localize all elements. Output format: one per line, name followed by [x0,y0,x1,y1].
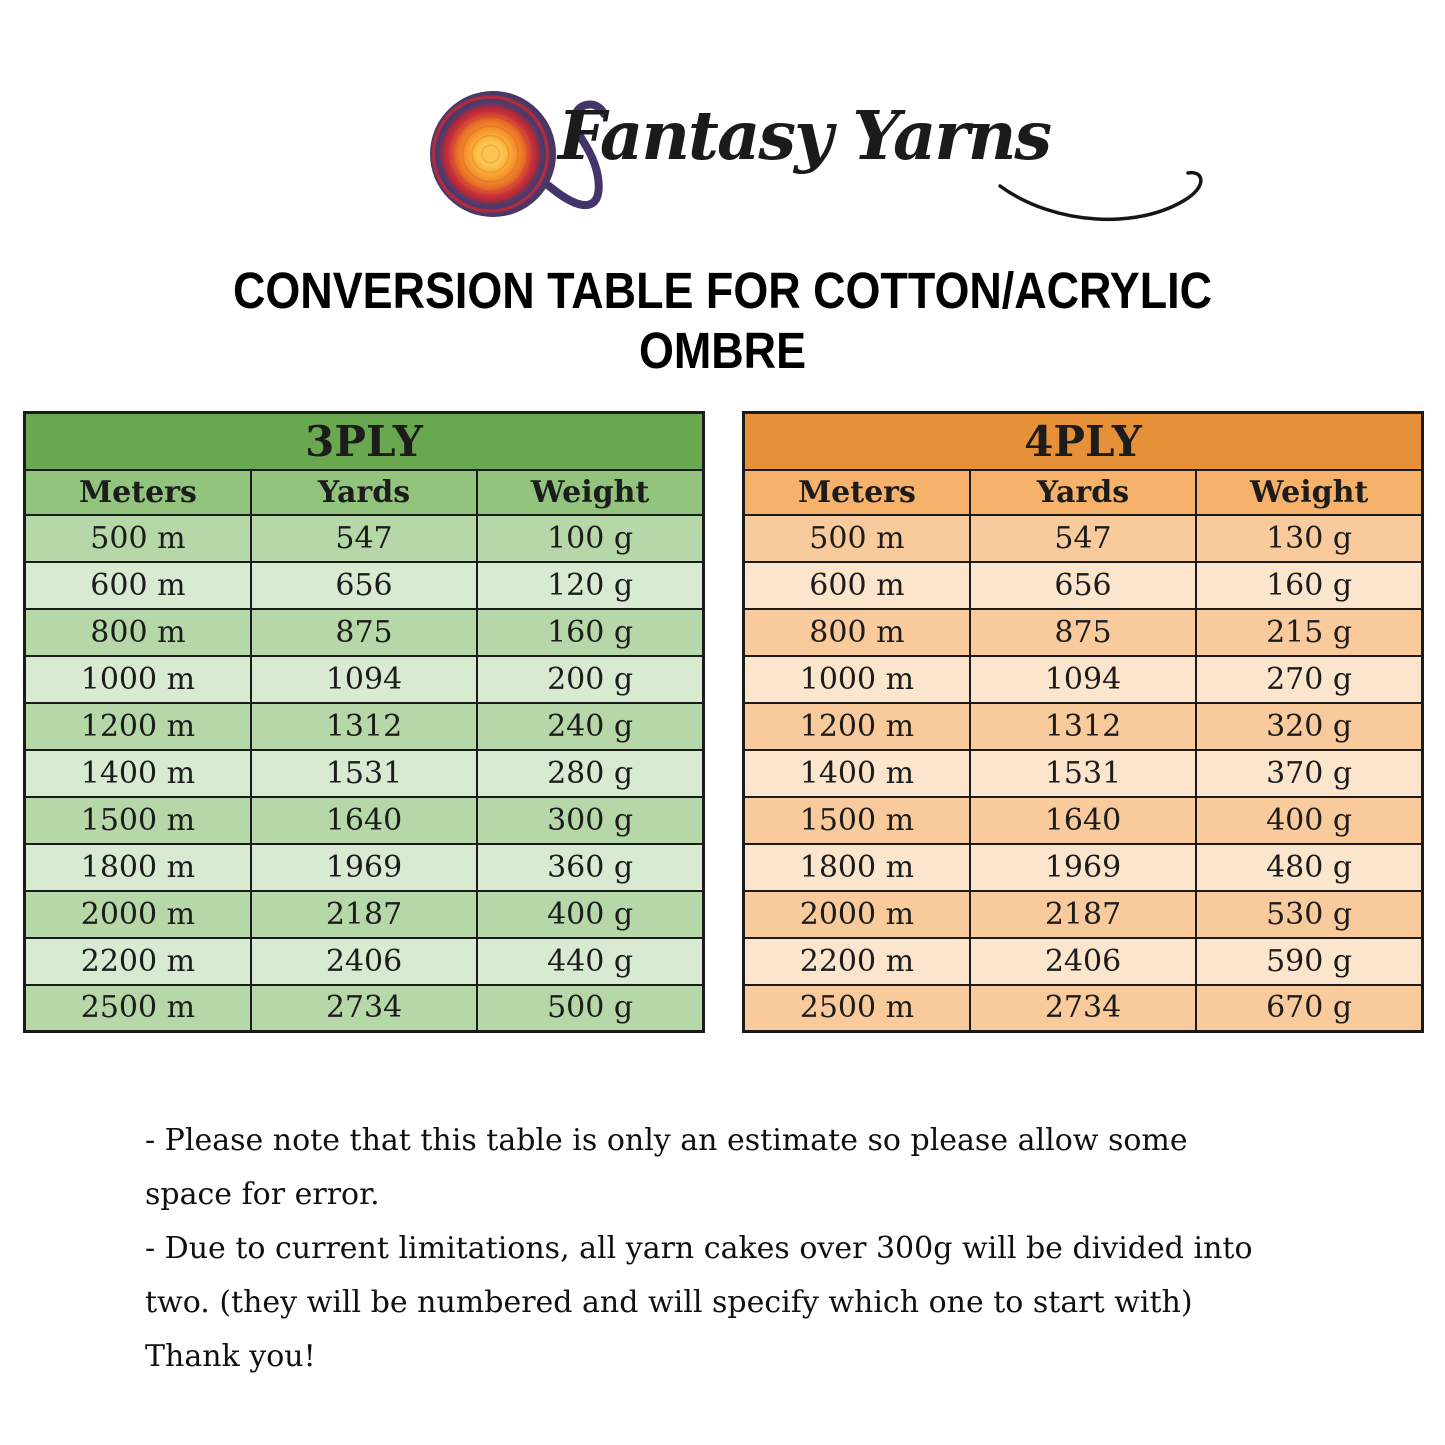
table-cell: 656 [251,562,477,609]
table-cell: 1500 m [25,797,251,844]
column-header: Yards [970,470,1196,515]
table-row [25,891,704,938]
table-cell: 1000 m [25,656,251,703]
note-line: - Please note that this table is only an estimate so please allow some [145,1123,1188,1158]
table-cell: 875 [970,609,1196,656]
table-title-3ply: 3PLY [25,413,704,470]
table-cell: 800 m [744,609,970,656]
table-cell: 1312 [970,703,1196,750]
table-cell: 1969 [251,844,477,891]
table-row [744,609,1423,656]
column-header: Weight [1196,470,1422,515]
column-header: Weight [477,470,703,515]
table-row [25,938,704,985]
table-cell: 547 [970,515,1196,562]
table-cell: 370 g [1196,750,1422,797]
table-row [25,609,704,656]
table-cell: 400 g [477,891,703,938]
table-cell: 600 m [25,562,251,609]
table-cell: 200 g [477,656,703,703]
column-header: Meters [25,470,251,515]
table-cell: 100 g [477,515,703,562]
table-cell: 2500 m [744,985,970,1032]
table-cell: 1500 m [744,797,970,844]
table-cell: 215 g [1196,609,1422,656]
table-cell: 1800 m [25,844,251,891]
table-cell: 800 m [25,609,251,656]
note-line: Thank you! [145,1339,316,1374]
table-row [25,703,704,750]
table-cell: 280 g [477,750,703,797]
table-cell: 1969 [970,844,1196,891]
conversion-table-4ply [742,411,1424,1033]
table-cell: 1800 m [744,844,970,891]
table-row [25,562,704,609]
table-row [744,562,1423,609]
column-header: Yards [251,470,477,515]
note-line: two. (they will be numbered and will specify which one to start with) [145,1285,1193,1320]
table-cell: 400 g [1196,797,1422,844]
table-cell: 1094 [251,656,477,703]
table-cell: 2000 m [744,891,970,938]
table-row [25,656,704,703]
table-cell: 2406 [251,938,477,985]
table-row [25,750,704,797]
table-cell: 1094 [970,656,1196,703]
table-row [744,750,1423,797]
table-host-3ply [23,411,705,1033]
table-cell: 160 g [477,609,703,656]
table-cell: 1640 [970,797,1196,844]
table-row [744,844,1423,891]
table-cell: 1312 [251,703,477,750]
table-row [744,938,1423,985]
column-header: Meters [744,470,970,515]
table-cell: 1200 m [744,703,970,750]
table-cell: 2734 [251,985,477,1032]
table-cell: 360 g [477,844,703,891]
table-row [25,985,704,1032]
table-cell: 2187 [251,891,477,938]
brand-name: Fantasy Yarns [558,96,1051,175]
table-cell: 2200 m [744,938,970,985]
table-row [25,844,704,891]
table-title-4ply: 4PLY [744,413,1423,470]
table-cell: 130 g [1196,515,1422,562]
table-cell: 320 g [1196,703,1422,750]
table-row [25,515,704,562]
table-cell: 547 [251,515,477,562]
table-cell: 300 g [477,797,703,844]
table-cell: 875 [251,609,477,656]
table-cell: 160 g [1196,562,1422,609]
brand-logo [0,0,1445,250]
note-line: - Due to current limitations, all yarn cakes over 300g will be divided into [145,1231,1253,1266]
conversion-table-3ply [23,411,705,1033]
table-cell: 530 g [1196,891,1422,938]
table-cell: 670 g [1196,985,1422,1032]
table-row [744,656,1423,703]
table-cell: 1400 m [744,750,970,797]
table-row [744,515,1423,562]
table-host-4ply [742,411,1424,1033]
page-title [87,261,1359,381]
table-row [744,703,1423,750]
table-cell: 1531 [970,750,1196,797]
table-cell: 2187 [970,891,1196,938]
table-cell: 2500 m [25,985,251,1032]
table-cell: 1640 [251,797,477,844]
conversion-tables-section [23,411,1424,1033]
table-row [744,985,1423,1032]
table-cell: 440 g [477,938,703,985]
table-cell: 240 g [477,703,703,750]
table-cell: 2200 m [25,938,251,985]
table-cell: 1531 [251,750,477,797]
table-cell: 2734 [970,985,1196,1032]
table-cell: 600 m [744,562,970,609]
table-cell: 270 g [1196,656,1422,703]
table-cell: 656 [970,562,1196,609]
table-cell: 500 m [25,515,251,562]
notes [145,1114,1365,1384]
table-row [25,797,704,844]
table-cell: 590 g [1196,938,1422,985]
table-cell: 1200 m [25,703,251,750]
table-cell: 500 g [477,985,703,1032]
table-cell: 480 g [1196,844,1422,891]
table-cell: 2000 m [25,891,251,938]
table-row [744,797,1423,844]
table-cell: 1400 m [25,750,251,797]
table-cell: 500 m [744,515,970,562]
table-row [744,891,1423,938]
table-cell: 1000 m [744,656,970,703]
table-cell: 120 g [477,562,703,609]
table-cell: 2406 [970,938,1196,985]
note-line: space for error. [145,1177,380,1212]
page-title-line-2: OMBRE [638,322,807,379]
page-title-line-1: CONVERSION TABLE FOR COTTON/ACRYLIC [232,262,1213,319]
